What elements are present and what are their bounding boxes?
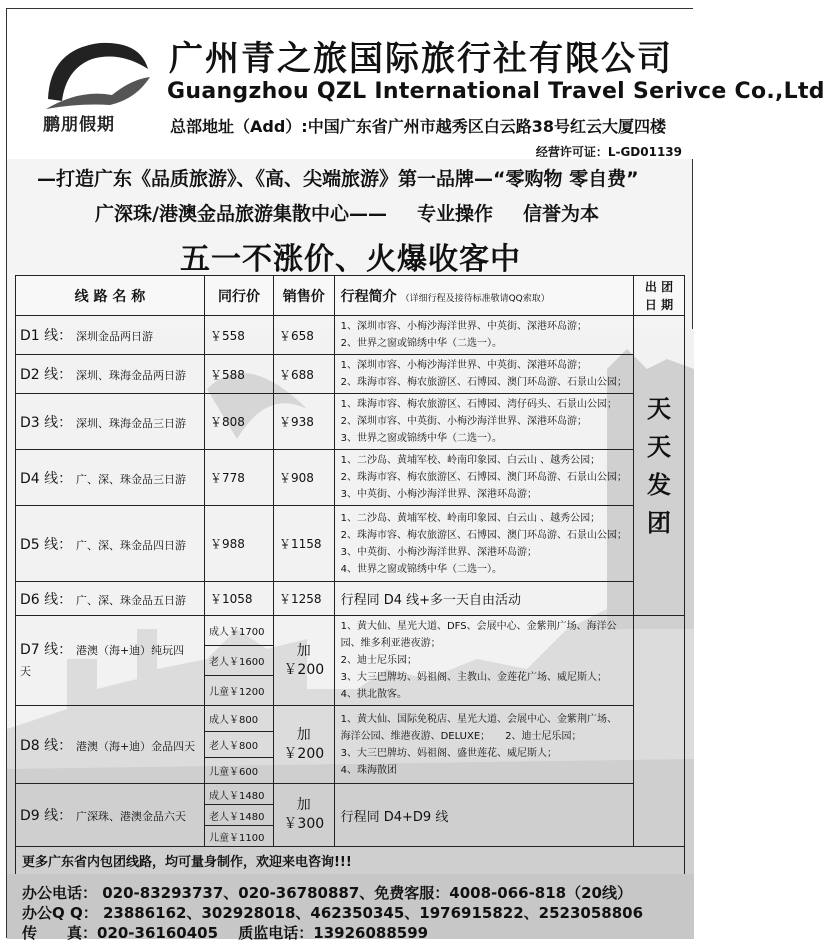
itinerary-line: 2、深圳市容、中英街、小梅沙海洋世界、深港环岛游； bbox=[340, 416, 587, 427]
addon-value: ￥200 bbox=[283, 745, 325, 762]
route-code: D2 线： bbox=[20, 367, 73, 383]
route-code: D3 线： bbox=[20, 414, 73, 431]
itinerary bbox=[334, 450, 633, 506]
route-name bbox=[16, 355, 205, 394]
sale-price: ￥688 bbox=[273, 355, 334, 394]
route-title: 广深珠、港澳金品六天 bbox=[75, 810, 186, 823]
header-route: 线 路 名 称 bbox=[16, 276, 205, 316]
route-title: 广、深、珠金品五日游 bbox=[75, 593, 186, 607]
sale-price: ￥908 bbox=[273, 450, 334, 506]
price-tier: 老人￥800 bbox=[204, 732, 273, 758]
table-row bbox=[16, 355, 685, 394]
addon-label: 加 bbox=[296, 726, 311, 743]
daily-char: 天 bbox=[646, 432, 671, 461]
slogan-center: 广深珠/港澳金品旅游集散中心—— bbox=[95, 203, 387, 225]
itinerary-line: 3、中英街、小梅沙海洋世界、深港环岛游； bbox=[340, 546, 537, 558]
business-license: 经营许可证：L-GD01139 bbox=[535, 145, 682, 159]
addon-label: 加 bbox=[296, 642, 311, 659]
itinerary-line: 1、二沙岛、黄埔军校、岭南印象园、白云山 、越秀公园； bbox=[340, 512, 601, 524]
peer-price: ￥988 bbox=[204, 506, 273, 582]
price-tier: 儿童￥600 bbox=[204, 758, 273, 784]
company-name-cn: 广州青之旅国际旅行社有限公司 bbox=[169, 39, 673, 79]
itinerary-line: 2、珠海市容、梅农旅游区、石博园、澳门环岛游、石景山公园； bbox=[340, 529, 627, 541]
itinerary bbox=[334, 506, 633, 582]
table-row bbox=[16, 394, 685, 450]
table-row bbox=[16, 784, 685, 805]
itinerary-line: 园、维多利亚港夜游； bbox=[340, 638, 441, 649]
sale-price: ￥1158 bbox=[273, 506, 334, 582]
sale-price: ￥938 bbox=[273, 394, 334, 450]
route-name bbox=[16, 582, 205, 616]
itinerary-line: 1、珠海市容、梅农旅游区、石博园、湾仔码头、石景山公园； bbox=[340, 399, 617, 410]
table-row bbox=[16, 450, 685, 506]
route-name bbox=[16, 394, 205, 450]
route-table bbox=[15, 275, 685, 875]
itinerary-line: 4、世界之窗或锦绣中华（二选一）。 bbox=[340, 563, 502, 575]
route-title: 广、深、珠金品四日游 bbox=[75, 538, 186, 552]
table-row bbox=[16, 616, 685, 646]
route-title-cont: 天 bbox=[20, 664, 31, 678]
addon-label: 加 bbox=[296, 797, 311, 813]
itinerary-line: 3、大三巴牌坊、妈祖阁、主教山、金莲花广场、威尼斯人； bbox=[340, 672, 607, 683]
itinerary bbox=[334, 706, 633, 784]
daily-char: 天 bbox=[646, 394, 671, 423]
peer-price: ￥558 bbox=[204, 316, 273, 355]
price-tier: 老人￥1600 bbox=[204, 646, 273, 676]
itinerary-line: 1、二沙岛、黄埔军校、岭南印象园、白云山 、越秀公园； bbox=[340, 455, 601, 466]
route-code: D7 线： bbox=[20, 641, 73, 658]
itinerary-line: 2、珠海市容、梅农旅游区、石博园、澳门环岛游、石景山公园； bbox=[340, 472, 627, 483]
daily-char: 发 bbox=[646, 470, 671, 499]
contact-footer bbox=[7, 874, 694, 942]
table-row bbox=[16, 316, 685, 355]
route-name bbox=[16, 784, 205, 847]
route-name bbox=[16, 316, 205, 355]
office-phone: 办公电话： 020-83293737、020-36780887、免费客服：4008-066-818（20线） bbox=[22, 884, 632, 902]
itinerary-line: 2、世界之窗或锦绣中华（二选一）。 bbox=[340, 338, 502, 349]
addon-price bbox=[273, 616, 334, 706]
route-title: 港澳（海+迪）金品四天 bbox=[75, 739, 196, 753]
sale-price: ￥1258 bbox=[273, 582, 334, 616]
peer-price: ￥778 bbox=[204, 450, 273, 506]
itinerary-line: 海洋公园、维港夜游、DELUXE； 2、迪士尼乐园； bbox=[340, 730, 582, 742]
itinerary: 行程同 D4 线+多一天自由活动 bbox=[334, 582, 633, 616]
company-address: 总部地址（Add）:中国广东省广州市越秀区白云路38号红云大厦四楼 bbox=[170, 117, 666, 136]
slogan-professional: 专业操作 bbox=[416, 203, 493, 225]
route-title: 深圳、珠海金品两日游 bbox=[75, 369, 186, 382]
header-itinerary-label: 行程简介 bbox=[340, 288, 397, 305]
route-name bbox=[16, 616, 205, 706]
peer-price: ￥588 bbox=[204, 355, 273, 394]
itinerary-line: 1、黄大仙、星光大道、DFS、会展中心、金紫荆广场、海洋公 bbox=[340, 621, 617, 632]
slogan-line-2 bbox=[95, 199, 599, 226]
header-itinerary bbox=[334, 276, 633, 316]
header bbox=[7, 9, 825, 159]
header-departure bbox=[633, 276, 684, 316]
header-departure-1: 出 团 bbox=[644, 279, 674, 294]
company-name-en: Guangzhou QZL International Travel Serivce Co.,Ltd bbox=[167, 79, 825, 104]
itinerary-line: 3、中英街、小梅沙海洋世界、深港环岛游； bbox=[340, 489, 537, 500]
peer-price: ￥1058 bbox=[204, 582, 273, 616]
logo-text: 鹏朋假期 bbox=[43, 115, 115, 135]
addon-value: ￥200 bbox=[283, 661, 325, 678]
header-departure-2: 日 期 bbox=[644, 297, 674, 312]
table-row bbox=[16, 506, 685, 582]
flyer bbox=[6, 8, 825, 942]
itinerary-line: 4、珠海散团 bbox=[340, 764, 397, 776]
itinerary: 行程同 D4+D9 线 bbox=[334, 784, 633, 847]
route-code: D6 线： bbox=[20, 591, 73, 608]
route-name bbox=[16, 450, 205, 506]
itinerary-line: 1、深圳市容、小梅沙海洋世界、中英街、深港环岛游； bbox=[340, 321, 587, 332]
itinerary-line: 2、迪士尼乐园； bbox=[340, 655, 417, 666]
itinerary-line: 2、珠海市容、梅农旅游区、石博园、澳门环岛游、石景山公园； bbox=[340, 377, 627, 388]
route-title: 广、深、珠金品三日游 bbox=[75, 472, 186, 486]
route-code: D5 线： bbox=[20, 536, 73, 553]
header-sale-price: 销售价 bbox=[273, 276, 334, 316]
route-title: 深圳金品两日游 bbox=[75, 330, 153, 343]
route-title: 深圳、珠海金品三日游 bbox=[75, 416, 186, 430]
itinerary bbox=[334, 394, 633, 450]
slogan-reputation: 信誉为本 bbox=[522, 203, 599, 225]
table-row bbox=[16, 582, 685, 616]
itinerary bbox=[334, 316, 633, 355]
daily-char: 团 bbox=[646, 508, 671, 537]
itinerary-line: 3、世界之窗或锦绣中华（二选一）。 bbox=[340, 433, 502, 444]
route-name bbox=[16, 506, 205, 582]
price-tier: 成人￥800 bbox=[204, 706, 273, 732]
route-code: D9 线： bbox=[20, 808, 73, 824]
table-row bbox=[16, 706, 685, 732]
sale-price: ￥658 bbox=[273, 316, 334, 355]
price-tier: 老人￥1480 bbox=[204, 805, 273, 826]
more-routes-note: 更多广东省内包团线路，均可量身制作，欢迎来电咨询!!! bbox=[16, 847, 685, 875]
slogan-line-1: —打造广东《品质旅游》、《高、尖端旅游》第一品牌—“零购物 零自费” bbox=[37, 168, 639, 190]
price-tier: 成人￥1480 bbox=[204, 784, 273, 805]
departure-empty bbox=[633, 616, 684, 847]
itinerary-line: 1、黄大仙、国际免税店、星光大道、会展中心、金紫荆广场、 bbox=[340, 713, 617, 725]
header-peer-price: 同行价 bbox=[204, 276, 273, 316]
itinerary bbox=[334, 355, 633, 394]
itinerary-line: 4、拱北散客。 bbox=[340, 689, 407, 700]
fax-and-quality-phone: 传 真：020-36160405 质监电话：13926088599 bbox=[22, 924, 429, 942]
route-title: 港澳（海+迪）纯玩四 bbox=[75, 643, 185, 657]
itinerary-line: 1、深圳市容、小梅沙海洋世界、中英街、深港环岛游； bbox=[340, 360, 587, 371]
addon-price bbox=[273, 706, 334, 784]
promo-headline: 五一不涨价、火爆收客中 bbox=[180, 242, 521, 277]
itinerary-line: 3、大三巴牌坊、妈祖阁、盛世莲花、威尼斯人； bbox=[340, 747, 557, 759]
route-code: D8 线： bbox=[20, 737, 73, 754]
addon-value: ￥300 bbox=[283, 816, 325, 832]
price-tier: 成人￥1700 bbox=[204, 616, 273, 646]
table-footer-row bbox=[16, 847, 685, 875]
daily-departure bbox=[633, 316, 684, 616]
header-itinerary-note: （详细行程及接待标准敬请QQ索取） bbox=[400, 293, 550, 304]
itinerary bbox=[334, 616, 633, 706]
route-code: D4 线： bbox=[20, 470, 73, 487]
price-tier: 儿童￥1100 bbox=[204, 826, 273, 847]
route-code: D1 线： bbox=[20, 328, 73, 344]
route-name bbox=[16, 706, 205, 784]
price-tier: 儿童￥1200 bbox=[204, 676, 273, 706]
office-qq: 办公Q Q： 23886162、302928018、462350345、1976915822、2523058806 bbox=[22, 904, 644, 922]
peer-price: ￥808 bbox=[204, 394, 273, 450]
table-header-row bbox=[16, 276, 685, 316]
addon-price bbox=[273, 784, 334, 847]
